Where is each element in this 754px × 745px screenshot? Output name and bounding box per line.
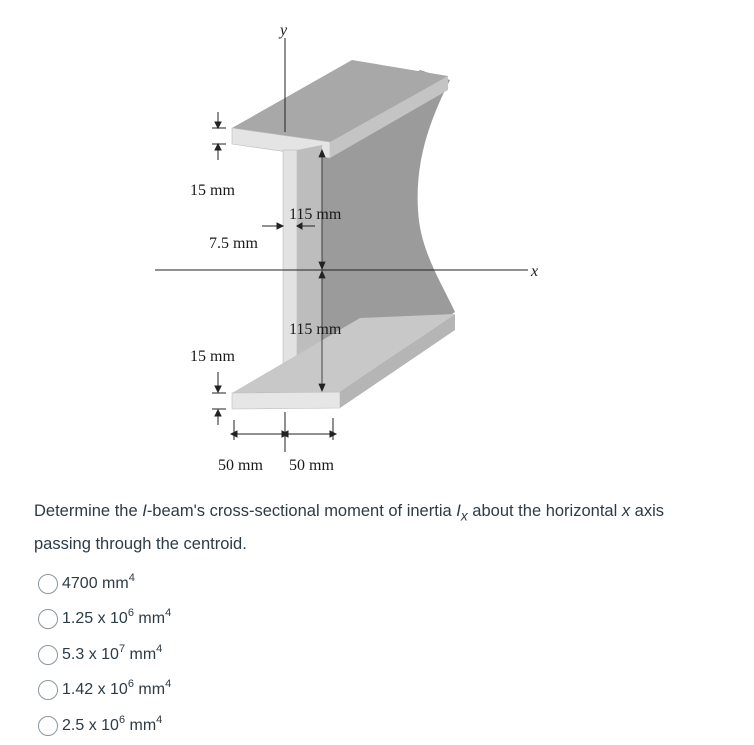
- answer-option-4[interactable]: [38, 673, 438, 709]
- web-thickness-label: 7.5 mm: [209, 235, 258, 252]
- answer-option-3[interactable]: [38, 637, 438, 673]
- option-label: 2.5 x $10^6$ $mm^4$: [62, 713, 163, 734]
- upper-web-height-label: 115 mm: [289, 206, 342, 223]
- lower-web-height-label: 115 mm: [289, 321, 342, 338]
- y-axis-label: y: [280, 22, 288, 39]
- bottom-flange-thickness-label: 15 mm: [190, 348, 235, 365]
- bottom-flange-dimension-arrows: [212, 372, 226, 425]
- answer-option-2[interactable]: [38, 602, 438, 638]
- bottom-flange-front: [232, 392, 340, 409]
- i-beam-figure: [150, 10, 570, 480]
- radio-button[interactable]: [38, 680, 58, 700]
- x-axis-label: x: [531, 263, 539, 280]
- answer-option-1[interactable]: [38, 566, 438, 602]
- question-text: Determine the I-beam's cross-sectional moment of inertia $I_x$ about the horizontal x axis passing through the centroid.: [34, 502, 665, 554]
- radio-button[interactable]: [38, 645, 58, 665]
- radio-button[interactable]: [38, 716, 58, 736]
- answer-options: [38, 566, 438, 744]
- top-flange-thickness-label: 15 mm: [190, 182, 235, 199]
- width-left-label: 50 mm: [218, 457, 263, 474]
- width-dimension: [231, 412, 336, 452]
- top-flange-dimension-arrows: [212, 112, 226, 160]
- width-right-label: 50 mm: [289, 457, 334, 474]
- option-label: 5.3 x $10^7$ $mm^4$: [62, 642, 163, 663]
- option-label: 1.25 x $10^6$ $mm^4$: [62, 607, 172, 628]
- answer-option-5[interactable]: [38, 708, 438, 744]
- option-label: 4700 $mm^4$: [62, 571, 135, 592]
- option-label: 1.42 x $10^6$ $mm^4$: [62, 678, 172, 699]
- radio-button[interactable]: [38, 609, 58, 629]
- radio-button[interactable]: [38, 574, 58, 594]
